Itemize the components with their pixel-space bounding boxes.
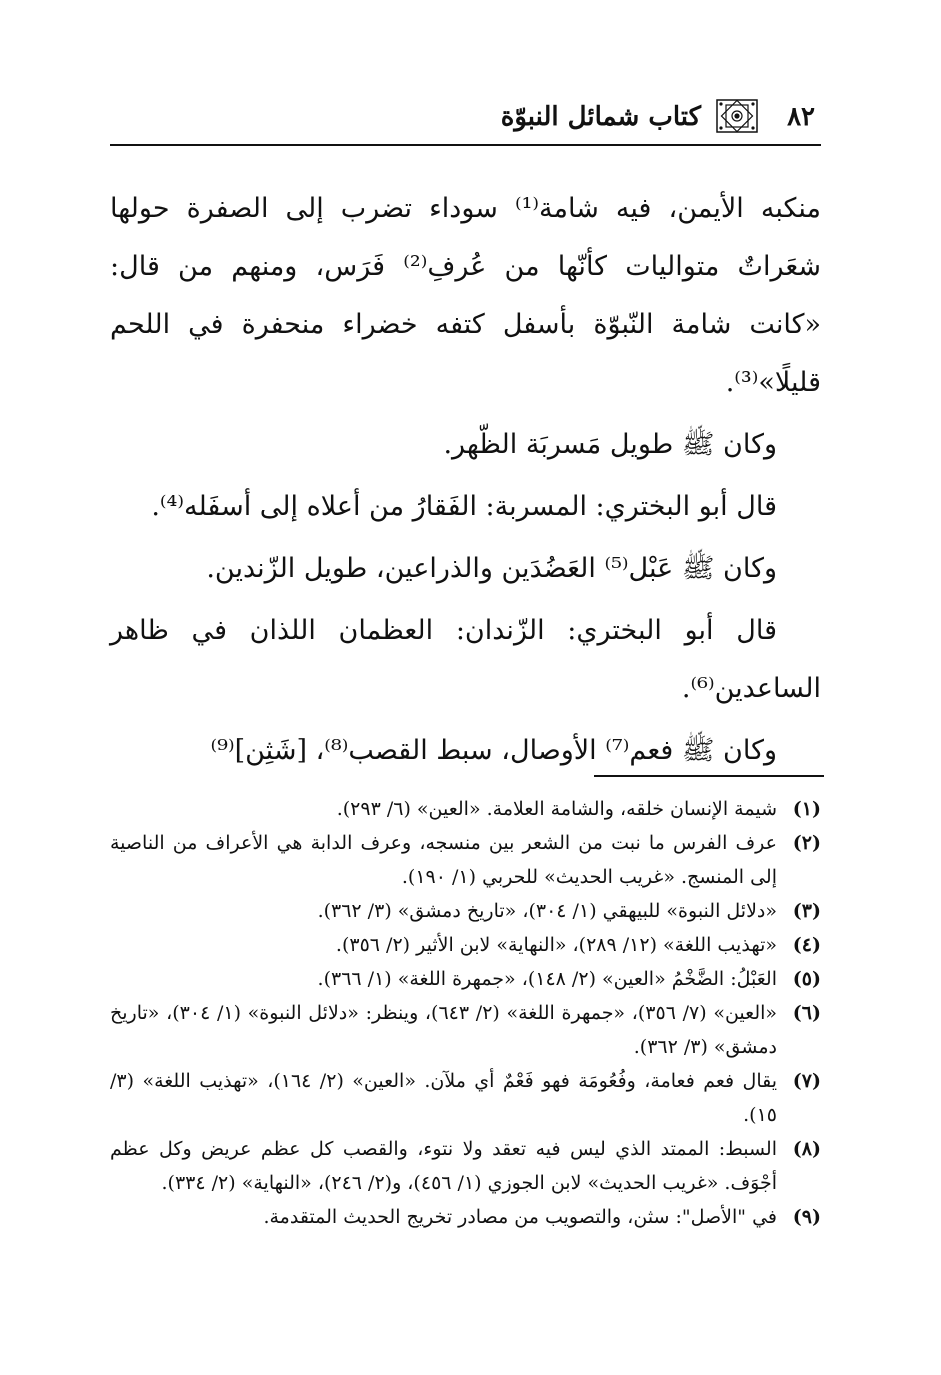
footnote-number: (٧)	[792, 1070, 821, 1092]
footnote-item	[110, 826, 821, 894]
footnote-text: «دلائل النبوة» للبيهقي (١/ ٣٠٤)، «تاريخ دمشق» (٣/ ٣٦٢).	[317, 900, 777, 922]
book-title: كتاب شمائل النبوّة	[500, 102, 701, 132]
paragraph: قال أبو البختري: الزّندان: العظمان اللذان في ظاهر الساعدين⁽⁶⁾.	[110, 615, 821, 704]
footnote-number: (٦)	[792, 1002, 821, 1024]
footnote-text: «تهذيب اللغة» (١٢/ ٢٨٩)، «النهاية» لابن الأثير (٢/ ٣٥٦).	[335, 934, 777, 956]
footnote-number: (٢)	[792, 832, 821, 854]
page-header	[110, 98, 821, 144]
footnote-item	[110, 1064, 821, 1132]
footnote-number: (٤)	[792, 934, 821, 956]
footnote-number: (٩)	[792, 1206, 821, 1228]
footnotes	[110, 792, 821, 1234]
footnote-item	[110, 792, 821, 826]
paragraph: منكبه الأيمن، فيه شامة⁽¹⁾ سوداء تضرب إلى الصفرة حولها شعَراتٌ متواليات كأنّها من عُرفِ⁽²⁾ فَرَس، ومنهم من قال: «كانت شامة النّبوّة بأسفل كتفه خضراء منحفرة في اللحم قليلًا»⁽³⁾.	[110, 193, 821, 398]
footnote-item	[110, 962, 821, 996]
footnote-number: (٣)	[792, 900, 821, 922]
footnote-text: العَبْلُ: الضَّخْمُ «العين» (٢/ ١٤٨)، «جمهرة اللغة» (١/ ٣٦٦).	[317, 968, 777, 990]
footnote-text: السبط: الممتد الذي ليس فيه تعقد ولا نتوء، والقصب كل عظم عريض وكل عظم أجْوَف. «غريب الحديث» لابن الجوزي (١/ ٤٥٦)، و(٢/ ٢٤٦)، «النهاية» (٢/ ٣٣٤).	[110, 1138, 777, 1194]
paragraph: وكان ﷺ عَبْل⁽⁵⁾ العَضُدَين والذراعين، طويل الزّندين.	[206, 553, 777, 584]
footnote-text: في "الأصل": سثن، والتصويب من مصادر تخريج الحديث المتقدمة.	[263, 1206, 777, 1228]
paragraph: وكان ﷺ فعم⁽⁷⁾ الأوصال، سبط القصب⁽⁸⁾، [شَثِن]⁽⁹⁾	[210, 735, 777, 766]
footnote-item	[110, 1200, 821, 1234]
footnote-item	[110, 1132, 821, 1200]
main-text	[110, 180, 821, 780]
islamic-star-ornament-icon	[715, 98, 759, 134]
footnote-item	[110, 894, 821, 928]
footnote-text: «العين» (٧/ ٣٥٦)، «جمهرة اللغة» (٢/ ٦٤٣)، وينظر: «دلائل النبوة» (١/ ٣٠٤)، «تاريخ دمشق» (٣/ ٣٦٢).	[110, 1002, 778, 1058]
page-number: ٨٢	[787, 102, 815, 132]
footnote-item	[110, 928, 821, 962]
footnote-text: يقال فعم فعامة، وفُعُومَة فهو فَعْمٌ أي ملآن. «العين» (٢/ ١٦٤)، «تهذيب اللغة» (٣/ ١٥).	[110, 1070, 778, 1126]
footnote-number: (٨)	[792, 1138, 821, 1160]
header-divider	[110, 144, 821, 146]
footnote-divider	[594, 775, 824, 777]
paragraph: وكان ﷺ طويل مَسربَة الظّهر.	[443, 429, 777, 460]
footnote-number: (٥)	[792, 968, 821, 990]
footnote-text: شيمة الإنسان خلقه، والشامة العلامة. «العين» (٦/ ٢٩٣).	[336, 798, 777, 820]
footnote-number: (١)	[792, 798, 821, 820]
paragraph: قال أبو البختري: المسربة: الفَقارُ من أعلاه إلى أسفَله⁽⁴⁾.	[151, 491, 777, 522]
footnote-item	[110, 996, 821, 1064]
footnote-text: عرف الفرس ما نبت من الشعر بين منسجه، وعرف الدابة هي الأعراف من الناصية إلى المنسج. «غريب الحديث» للحربي (١/ ١٩٠).	[110, 832, 777, 888]
